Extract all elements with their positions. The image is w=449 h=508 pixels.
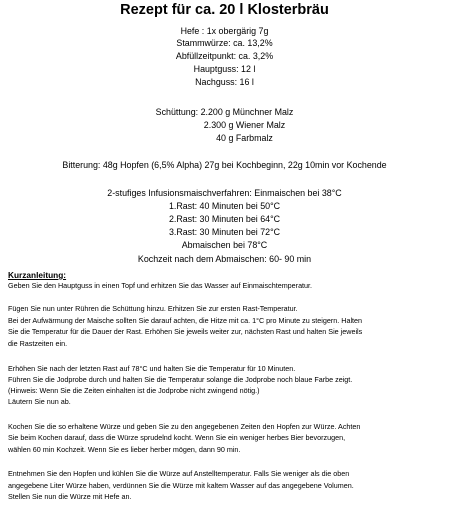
spec-sparge-water: Nachguss: 16 l bbox=[195, 77, 254, 87]
instruction-line: wählen 60 min Kochzeit. Wenn Sie es lieber herber mögen, dann 90 min. bbox=[8, 445, 241, 454]
malt-vienna: 2.300 g Wiener Malz bbox=[203, 120, 286, 130]
instruction-line: Bei der Aufwärmung der Maische sollten Sie darauf achten, die Hitze mit ca. 1°C pro Minute zu steigern. Halten bbox=[8, 316, 363, 325]
boil-time: Kochzeit nach dem Abmaischen: 60- 90 min bbox=[137, 254, 312, 264]
instruction-line: (Hinweis: Wenn Sie die Zeiten einhalten ist die Jodprobe nicht zwingend nötig.) bbox=[8, 386, 260, 395]
instruction-line: Läutern Sie nun ab. bbox=[8, 397, 71, 406]
mash-rest-2: 2.Rast: 30 Minuten bei 64°C bbox=[168, 214, 281, 224]
instruction-line: Stellen Sie nun die Würze mit Hefe an. bbox=[8, 492, 132, 501]
instruction-line: Geben Sie den Hauptguss in einen Topf und erhitzen Sie das Wasser auf Einmaischtemperatur. bbox=[8, 281, 313, 290]
recipe-title: Rezept für ca. 20 l Klosterbräu bbox=[120, 2, 329, 18]
malt-munich: Schüttung: 2.200 g Münchner Malz bbox=[155, 107, 294, 117]
mash-method: 2-stufiges Infusionsmaischverfahren: Einmaischen bei 38°C bbox=[107, 188, 342, 198]
instruction-line: Erhöhen Sie nach der letzten Rast auf 78°C und halten Sie die Temperatur für 10 Minuten. bbox=[8, 364, 296, 373]
spec-yeast: Hefe : 1x obergärig 7g bbox=[180, 26, 269, 36]
spec-original-gravity: Stammwürze: ca. 13,2% bbox=[176, 38, 273, 48]
instruction-line: Führen Sie die Jodprobe durch und halten Sie die Temperatur solange die Jodprobe noch blaue Farbe zeigt. bbox=[8, 375, 353, 384]
instruction-line: angegebene Liter Würze haben, verdünnen Sie die Würze mit kaltem Wasser auf das angegebene Volumen. bbox=[8, 481, 354, 490]
instructions-heading: Kurzanleitung: bbox=[8, 270, 67, 280]
instruction-line: Sie die Temperatur für die Dauer der Rast. Erhöhen Sie jeweils weiter zur, nächsten Rast und halten Sie jeweils bbox=[8, 327, 363, 336]
instruction-line: Kochen Sie die so erhaltene Würze und geben Sie zu den angegebenen Zeiten den Hopfen zur Würze. Achten bbox=[8, 422, 361, 431]
mash-rest-3: 3.Rast: 30 Minuten bei 72°C bbox=[168, 227, 281, 237]
bitterness-line: Bitterung: 48g Hopfen (6,5% Alpha) 27g bei Kochbeginn, 22g 10min vor Kochende bbox=[62, 160, 387, 170]
spec-bottling-point: Abfüllzeitpunkt: ca. 3,2% bbox=[175, 51, 274, 61]
malt-color: 40 g Farbmalz bbox=[216, 133, 273, 143]
instruction-line: Sie beim Kochen darauf, dass die Würze sprudelnd kocht. Wenn Sie ein weniger herbes Bier bevorzugen, bbox=[8, 433, 346, 442]
mash-rest-1: 1.Rast: 40 Minuten bei 50°C bbox=[168, 201, 281, 211]
mash-out: Abmaischen bei 78°C bbox=[181, 240, 268, 250]
instruction-line: Fügen Sie nun unter Rühren die Schüttung hinzu. Erhitzen Sie zur ersten Rast-Temperatur. bbox=[8, 304, 298, 313]
instruction-line: Entnehmen Sie den Hopfen und kühlen Sie die Würze auf Anstelltemperatur. Falls Sie weniger als die oben bbox=[8, 469, 350, 478]
spec-main-water: Hauptguss: 12 l bbox=[193, 64, 256, 74]
instruction-line: die Rastzeiten ein. bbox=[8, 339, 68, 348]
